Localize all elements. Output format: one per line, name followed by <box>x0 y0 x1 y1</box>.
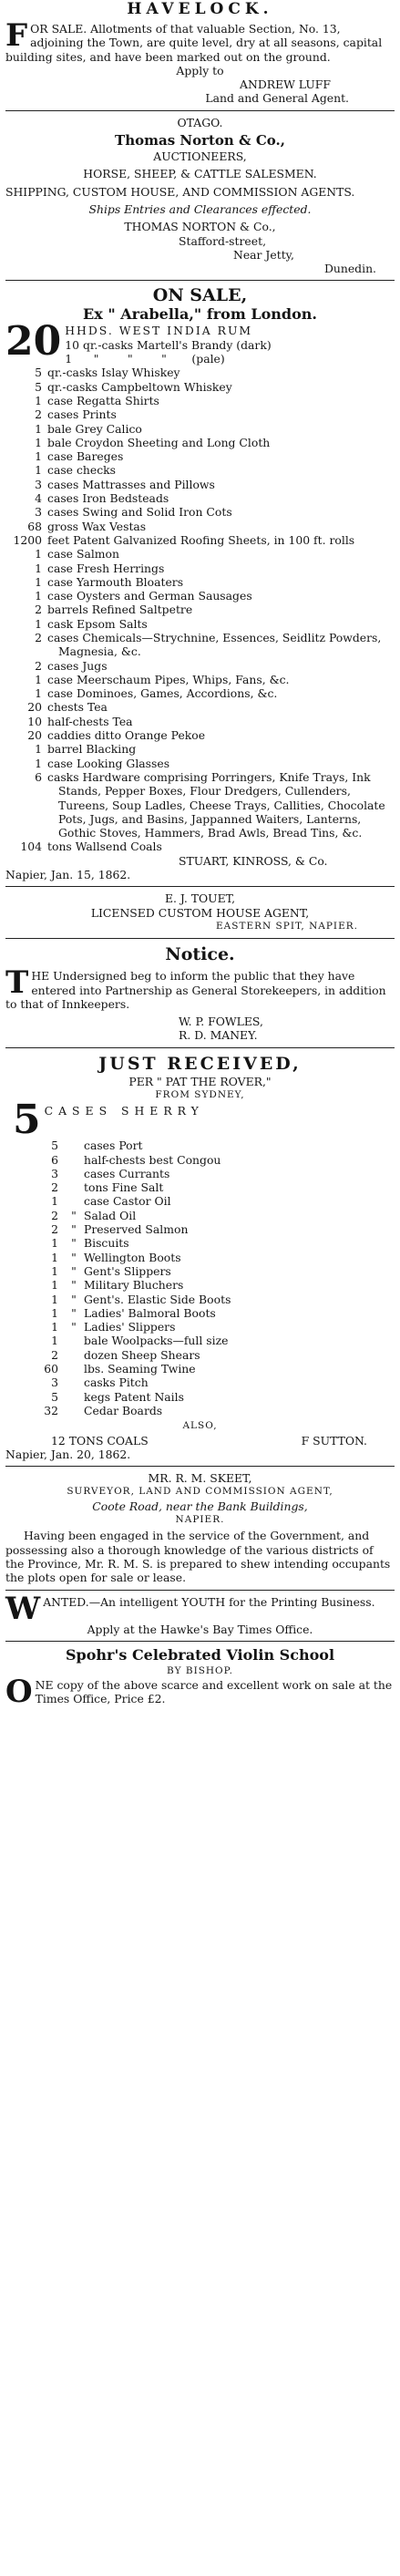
list-item <box>5 547 395 561</box>
divider <box>5 1641 395 1642</box>
otago-firm: Thomas Norton & Co., <box>115 132 285 149</box>
item-quantity: 2 <box>35 658 42 673</box>
list-item <box>5 463 395 477</box>
item-description: Salad Oil <box>84 1208 137 1222</box>
item-description: Military Bluchers <box>84 1278 184 1293</box>
list-item <box>5 700 395 714</box>
list-item <box>5 575 395 589</box>
rover-date: Napier, Jan. 20, 1862. <box>5 1447 131 1461</box>
item-description: bale Croydon Sheeting and Long Cloth <box>47 435 271 449</box>
ditto-mark: " <box>71 1222 77 1237</box>
havelock-apply: Apply to <box>176 63 224 77</box>
item-description: feet Patent Galvanized Roofing Sheets, in 100 ft. rolls <box>47 532 355 547</box>
skeet-addr: Coote Road, near the Bank Buildings, <box>92 1499 308 1513</box>
item-quantity: 1 <box>35 589 42 603</box>
ditto-mark: " <box>71 1263 77 1278</box>
item-quantity: 1 <box>35 742 42 757</box>
item-quantity: 3 <box>51 1166 58 1180</box>
item-description: qr.-casks Campbeltown Whiskey <box>47 379 232 394</box>
item-description: bale Grey Calico <box>47 421 142 436</box>
item-description: kegs Patent Nails <box>84 1389 184 1404</box>
notice-ad <box>5 943 395 1042</box>
list-item <box>5 617 395 631</box>
notice-body <box>5 964 395 1011</box>
item-quantity: 1200 <box>13 532 42 547</box>
item-quantity: 2 <box>51 1180 58 1195</box>
divider <box>5 110 395 111</box>
skeet-body: Having been engaged in the service of the Government, and possessing also a thorough knowledge of the various districts of the Province, Mr. R. M. S. is prepared to shew intending occupants the plots open for sale or lease. <box>5 1529 391 1585</box>
rover-sig: F SUTTON. <box>301 1433 367 1448</box>
item-quantity: 60 <box>44 1362 58 1376</box>
otago-sig1: THOMAS NORTON & Co., <box>124 220 276 234</box>
spohr-heading: Spohr's Celebrated Violin School <box>65 1645 335 1664</box>
item-description: case Fresh Herrings <box>47 561 165 575</box>
item-quantity: 1 <box>35 561 42 575</box>
list-item <box>5 728 395 742</box>
item-description: cases Currants <box>84 1166 170 1180</box>
item-quantity: 20 <box>27 728 42 743</box>
notice-heading: Notice. <box>165 944 235 965</box>
item-quantity: 2 <box>51 1222 58 1237</box>
notice-sig1: W. P. FOWLES, <box>179 1015 263 1029</box>
item-description: bale Woolpacks—full size <box>84 1334 229 1348</box>
rover-coals: 12 TONS COALS <box>51 1433 149 1448</box>
otago-heading: OTAGO. <box>177 115 223 129</box>
list-item <box>5 394 395 407</box>
rover-list <box>5 1139 395 1417</box>
list-item <box>5 659 395 673</box>
item-quantity: 1 <box>35 686 42 701</box>
item-description: Cedar Boards <box>84 1403 163 1417</box>
notice-text: HE Undersigned beg to inform the public that they have entered into Partnership as General Storekeepers, in addition to that of Innkeepers. <box>5 969 386 1011</box>
item-description: Wellington Boots <box>84 1250 181 1264</box>
otago-line1: HORSE, SHEEP, & CATTLE SALESMEN. <box>83 167 317 181</box>
touet-name: E. J. TOUET, <box>164 891 236 906</box>
touet-ad <box>5 891 395 933</box>
item-quantity: 1 <box>51 1263 58 1278</box>
ditto-mark <box>64 1390 84 1404</box>
item-quantity: 1 <box>51 1194 58 1209</box>
notice-sig2: R. D. MANEY. <box>179 1028 258 1043</box>
item-description: lbs. Seaming Twine <box>84 1362 196 1376</box>
ditto-mark: " <box>71 1305 77 1320</box>
list-item <box>5 1320 395 1334</box>
havelock-name: ANDREW LUFF <box>240 77 331 92</box>
list-item <box>5 366 395 379</box>
list-item <box>5 1404 395 1417</box>
list-item <box>5 562 395 575</box>
list-item <box>5 1390 395 1404</box>
spohr-by: BY BISHOP. <box>167 1664 233 1676</box>
item-description: cases Jugs <box>47 658 108 673</box>
spohr-dropcap: O <box>5 1674 33 1711</box>
item-quantity: 3 <box>51 1376 58 1390</box>
newspaper-column <box>5 0 395 1711</box>
item-description: tons Fine Salt <box>84 1180 164 1195</box>
list-item <box>5 520 395 533</box>
rover-heading: JUST RECEIVED, <box>98 1053 302 1074</box>
ditto-mark <box>64 1362 84 1376</box>
item-quantity: 32 <box>44 1403 58 1417</box>
rover-first-qty: 5 <box>13 1102 41 1139</box>
item-description: Preserved Salmon <box>84 1222 189 1237</box>
list-item <box>5 505 395 519</box>
spohr-body <box>5 1674 395 1711</box>
item-description: cases Mattrasses and Pillows <box>47 477 215 491</box>
havelock-body <box>5 17 395 64</box>
havelock-dropcap: F <box>5 17 28 54</box>
list-item <box>5 1376 395 1389</box>
ditto-mark <box>64 1153 84 1167</box>
item-quantity: 1 <box>35 616 42 631</box>
havelock-agent: Land and General Agent. <box>205 91 349 106</box>
arabella-date: Napier, Jan. 15, 1862. <box>5 868 131 882</box>
ditto-mark <box>64 1167 84 1180</box>
otago-italic: Ships Entries and Clearances effected. <box>88 201 312 216</box>
ditto-mark: " <box>71 1278 77 1293</box>
arabella-heading: ON SALE, <box>152 285 248 306</box>
arabella-sig: STUART, KINROSS, & Co. <box>179 853 328 868</box>
item-description: case Meerschaum Pipes, Whips, Fans, &c. <box>47 672 290 686</box>
wanted-body <box>5 1590 395 1627</box>
divider <box>5 1590 395 1591</box>
skeet-town: NAPIER. <box>175 1514 225 1526</box>
list-item <box>5 1167 395 1180</box>
item-description: half-chests best Congou <box>84 1152 221 1167</box>
item-description: casks Pitch <box>84 1376 149 1390</box>
item-description: caddies ditto Orange Pekoe <box>47 728 206 743</box>
ditto-mark: " <box>71 1292 77 1306</box>
item-quantity: 1 <box>35 756 42 770</box>
wanted-dropcap: W <box>5 1590 41 1627</box>
item-description: Ladies' Slippers <box>84 1320 176 1334</box>
ditto-mark: " <box>71 1250 77 1264</box>
item-quantity: 20 <box>27 700 42 715</box>
item-quantity: 1 <box>51 1334 58 1348</box>
list-item <box>5 742 395 756</box>
item-quantity: 2 <box>51 1347 58 1362</box>
item-quantity: 1 <box>35 449 42 464</box>
item-description: dozen Sheep Shears <box>84 1347 200 1362</box>
ditto-mark: " <box>71 1208 77 1222</box>
divider <box>5 280 395 281</box>
item-quantity: 5 <box>51 1139 58 1153</box>
item-description: cases Iron Bedsteads <box>47 491 169 506</box>
list-item <box>5 603 395 616</box>
list-item <box>5 631 395 659</box>
rover-sub: PER " PAT THE ROVER," <box>128 1074 272 1088</box>
item-description: cases Prints <box>47 407 117 422</box>
list-item <box>5 1306 395 1320</box>
item-quantity: 2 <box>51 1208 58 1222</box>
list-item <box>5 478 395 491</box>
list-item <box>5 840 395 853</box>
list-item <box>5 491 395 505</box>
item-description: Biscuits <box>84 1236 129 1251</box>
item-quantity: 1 <box>51 1236 58 1251</box>
arabella-first-row <box>5 324 395 366</box>
item-quantity: 2 <box>35 407 42 422</box>
item-quantity: 3 <box>35 505 42 520</box>
item-description: case Dominoes, Games, Accordions, &c. <box>47 686 278 701</box>
item-description: case Oysters and German Sausages <box>47 589 252 603</box>
item-description: case Castor Oil <box>84 1194 171 1209</box>
item-description: gross Wax Vestas <box>47 519 147 533</box>
wanted-text: ANTED.—An intelligent YOUTH for the Printing Business. <box>43 1594 375 1609</box>
havelock-ad <box>5 0 395 106</box>
item-description: cases Port <box>84 1139 143 1153</box>
havelock-text: OR SALE. Allotments of that valuable Section, No. 13, adjoining the Town, are quite level, dry at all seasons, capital building sites, and have been marked out on the ground. <box>5 22 383 64</box>
item-quantity: 1 <box>51 1250 58 1264</box>
ditto-mark <box>64 1376 84 1389</box>
item-quantity: 1 <box>51 1292 58 1306</box>
list-item <box>5 715 395 728</box>
spohr-text: NE copy of the above scarce and excellent work on sale at the Times Office, Price £2. <box>35 1678 393 1706</box>
skeet-name: MR. R. M. SKEET, <box>148 1471 252 1486</box>
item-quantity: 6 <box>51 1152 58 1167</box>
arabella-first-desc: HHDS. WEST INDIA RUM <box>65 324 253 338</box>
list-item <box>5 589 395 603</box>
list-item <box>5 757 395 770</box>
rover-also: ALSO, <box>182 1420 218 1432</box>
ditto-mark: " <box>71 1320 77 1334</box>
list-item <box>5 1362 395 1376</box>
otago-sig4: Dunedin. <box>323 262 376 276</box>
arabella-first-qty: 20 <box>5 324 62 366</box>
item-quantity: 1 <box>51 1278 58 1293</box>
list-item <box>5 407 395 421</box>
item-description: Gent's Slippers <box>84 1263 171 1278</box>
item-description: casks Hardware comprising Porringers, Knife Trays, Ink Stands, Pepper Boxes, Flour Dredgers, Cullenders, Tureens, Soup Ladles, Cheese Trays, Callities, Chocolate Pots, Jugs, and Basins, Jappanned Waiters, Lanterns, Gothic Stoves, Hammers, Brad Awls, Bread Tins, &c. <box>47 769 385 840</box>
ditto-mark <box>64 1194 84 1208</box>
list-item <box>5 1209 395 1222</box>
ditto-mark <box>64 1334 84 1347</box>
item-description: cask Epsom Salts <box>47 616 148 631</box>
divider <box>5 938 395 939</box>
item-description: cases Chemicals—Strychnine, Essences, Seidlitz Powders, Magnesia, &c. <box>47 630 382 659</box>
rover-from: FROM SYDNEY, <box>155 1089 245 1100</box>
item-description: qr.-casks Islay Whiskey <box>47 366 180 380</box>
item-quantity: 1 <box>35 435 42 449</box>
item-quantity: 1 <box>35 547 42 562</box>
item-quantity: 1 <box>35 463 42 478</box>
list-item <box>5 422 395 436</box>
item-description: half-chests Tea <box>47 714 133 728</box>
item-quantity: 10 <box>27 714 42 728</box>
item-quantity: 3 <box>35 477 42 491</box>
rover-ad <box>5 1053 395 1461</box>
otago-role: AUCTIONEERS, <box>153 149 247 164</box>
item-quantity: 1 <box>35 574 42 589</box>
list-item <box>5 1139 395 1152</box>
list-item <box>5 1153 395 1167</box>
item-quantity: 5 <box>51 1389 58 1404</box>
otago-sig3: Near Jetty, <box>233 247 294 262</box>
item-description: cases Swing and Solid Iron Cots <box>47 505 232 520</box>
item-quantity: 68 <box>27 519 42 533</box>
list-item <box>5 1194 395 1208</box>
arabella-list <box>5 366 395 853</box>
arabella-brandy1: 10 qr.-casks Martell's Brandy (dark) <box>65 337 272 352</box>
list-item <box>5 436 395 449</box>
item-description: tons Wallsend Coals <box>47 840 162 854</box>
list-item <box>5 1348 395 1362</box>
list-item <box>5 1236 395 1250</box>
item-description: case Salmon <box>47 547 119 562</box>
otago-sig2: Stafford-street, <box>179 233 267 248</box>
item-description: Ladies' Balmoral Boots <box>84 1305 216 1320</box>
divider <box>5 1466 395 1467</box>
item-quantity: 1 <box>51 1320 58 1334</box>
item-quantity: 1 <box>35 393 42 407</box>
spohr-ad <box>5 1645 395 1711</box>
rover-first-desc: CASES SHERRY <box>44 1104 204 1118</box>
ditto-mark <box>64 1348 84 1362</box>
item-description: case Looking Glasses <box>47 756 170 770</box>
list-item <box>5 449 395 463</box>
arabella-ad <box>5 285 395 881</box>
divider <box>5 886 395 887</box>
havelock-title: HAVELOCK. <box>127 0 273 18</box>
divider <box>5 1047 395 1048</box>
item-description: case checks <box>47 463 117 478</box>
list-item <box>5 686 395 700</box>
item-description: case Regatta Shirts <box>47 393 159 407</box>
item-description: case Yarmouth Bloaters <box>47 574 184 589</box>
list-item <box>5 1278 395 1292</box>
otago-ad <box>5 116 395 276</box>
arabella-brandy2: 1 " " " (pale) <box>65 352 225 366</box>
arabella-sub: Ex " Arabella," from London. <box>83 305 317 324</box>
ditto-mark <box>64 1404 84 1417</box>
item-quantity: 1 <box>51 1305 58 1320</box>
list-item <box>5 1334 395 1347</box>
skeet-ad <box>5 1471 395 1584</box>
item-quantity: 2 <box>35 630 42 644</box>
list-item <box>5 1251 395 1264</box>
item-quantity: 2 <box>35 603 42 617</box>
ditto-mark <box>64 1180 84 1194</box>
list-item <box>5 1222 395 1236</box>
rover-coals-row <box>5 1434 395 1448</box>
touet-addr: EASTERN SPIT, NAPIER. <box>216 920 358 932</box>
list-item <box>5 1180 395 1194</box>
ditto-mark: " <box>71 1236 77 1251</box>
item-quantity: 5 <box>35 366 42 380</box>
wanted-apply: Apply at the Hawke's Bay Times Office. <box>87 1622 313 1636</box>
item-quantity: 6 <box>35 769 42 784</box>
list-item <box>5 533 395 547</box>
ditto-mark <box>64 1139 84 1152</box>
otago-line2: SHIPPING, CUSTOM HOUSE, AND COMMISSION AGENTS. <box>5 184 355 199</box>
item-description: barrel Blacking <box>47 742 137 757</box>
list-item <box>5 380 395 394</box>
list-item <box>5 673 395 686</box>
list-item <box>5 1293 395 1306</box>
list-item <box>5 1264 395 1278</box>
rover-first-row <box>5 1102 395 1139</box>
item-quantity: 4 <box>35 491 42 506</box>
item-description: barrels Refined Saltpetre <box>47 603 193 617</box>
item-description: case Bareges <box>47 449 124 464</box>
item-quantity: 104 <box>20 840 42 854</box>
item-quantity: 1 <box>35 672 42 686</box>
item-quantity: 5 <box>35 379 42 394</box>
item-description: Gent's. Elastic Side Boots <box>84 1292 231 1306</box>
notice-dropcap: T <box>5 964 29 1002</box>
list-item <box>5 770 395 840</box>
wanted-ad <box>5 1590 395 1636</box>
item-description: chests Tea <box>47 700 108 715</box>
item-quantity: 1 <box>35 421 42 436</box>
touet-line: LICENSED CUSTOM HOUSE AGENT, <box>90 905 310 920</box>
skeet-line: SURVEYOR, LAND AND COMMISSION AGENT, <box>67 1486 333 1498</box>
